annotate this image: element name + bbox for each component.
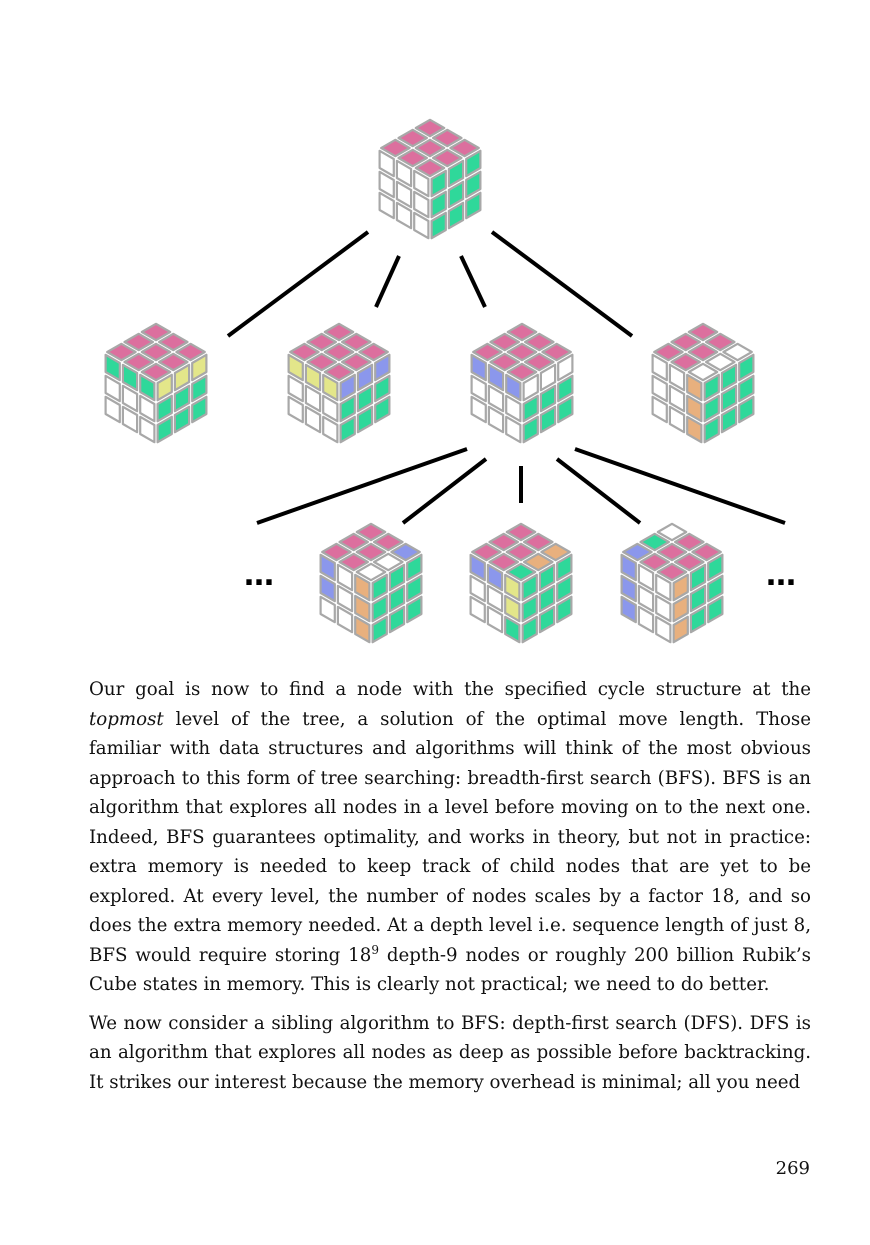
tree-nodes bbox=[106, 120, 754, 642]
level1-cube-1 bbox=[106, 324, 207, 442]
tree-edge bbox=[228, 232, 368, 336]
p1-middle: level of the tree, a solution of the optimal move length. Those familiar with data structures and algorithms will think of the most obvious approach to this form of tree searching: breadth-first search (BFS). BFS is an algorithm that explores all nodes in a level before moving on to the next one. Indeed, BFS guarantees optimality, and works in theory, but not in practice: extra memory is needed to keep track of child nodes that are yet to be explored. At every level, the number of nodes scales by a factor 18, and so does the extra memory needed. At a depth level i.e. sequence length of just 8, BFS would require storing 18 bbox=[89, 708, 811, 966]
tree-edge bbox=[492, 232, 632, 336]
p1-superscript: 9 bbox=[371, 942, 379, 957]
level1-cube-4 bbox=[653, 324, 754, 442]
p1-end: depth-9 nodes or roughly 200 billion Rubik’s Cube states in memory. This is clearly not practical; we need to do better. bbox=[89, 944, 812, 995]
level1-cube-3 bbox=[472, 324, 573, 442]
level1-cube-2 bbox=[289, 324, 390, 442]
level2-cube-2 bbox=[471, 524, 572, 642]
paragraph-2: We now consider a sibling algorithm to BFS: depth-first search (DFS). DFS is an algorithm that explores all nodes as deep as possible before backtracking. It strikes our interest because the memory overhead is minimal; all you need bbox=[89, 1012, 811, 1093]
tree-edge bbox=[461, 256, 485, 307]
p1-start: Our goal is now to find a node with the specified cycle structure at the bbox=[89, 679, 811, 700]
body-text bbox=[89, 675, 811, 1097]
tree-edge bbox=[376, 256, 399, 307]
root-cube bbox=[380, 120, 481, 238]
level2-cube-3 bbox=[622, 524, 723, 642]
page-number: 269 bbox=[775, 1158, 810, 1179]
tree-edge bbox=[257, 449, 467, 523]
paragraph-1 bbox=[89, 675, 811, 1000]
p1-emphasis: topmost bbox=[89, 708, 164, 730]
ellipsis-left: … bbox=[244, 558, 274, 593]
tree-edge bbox=[575, 449, 785, 523]
level2-cube-1 bbox=[321, 524, 422, 642]
ellipsis-right: … bbox=[766, 558, 796, 593]
